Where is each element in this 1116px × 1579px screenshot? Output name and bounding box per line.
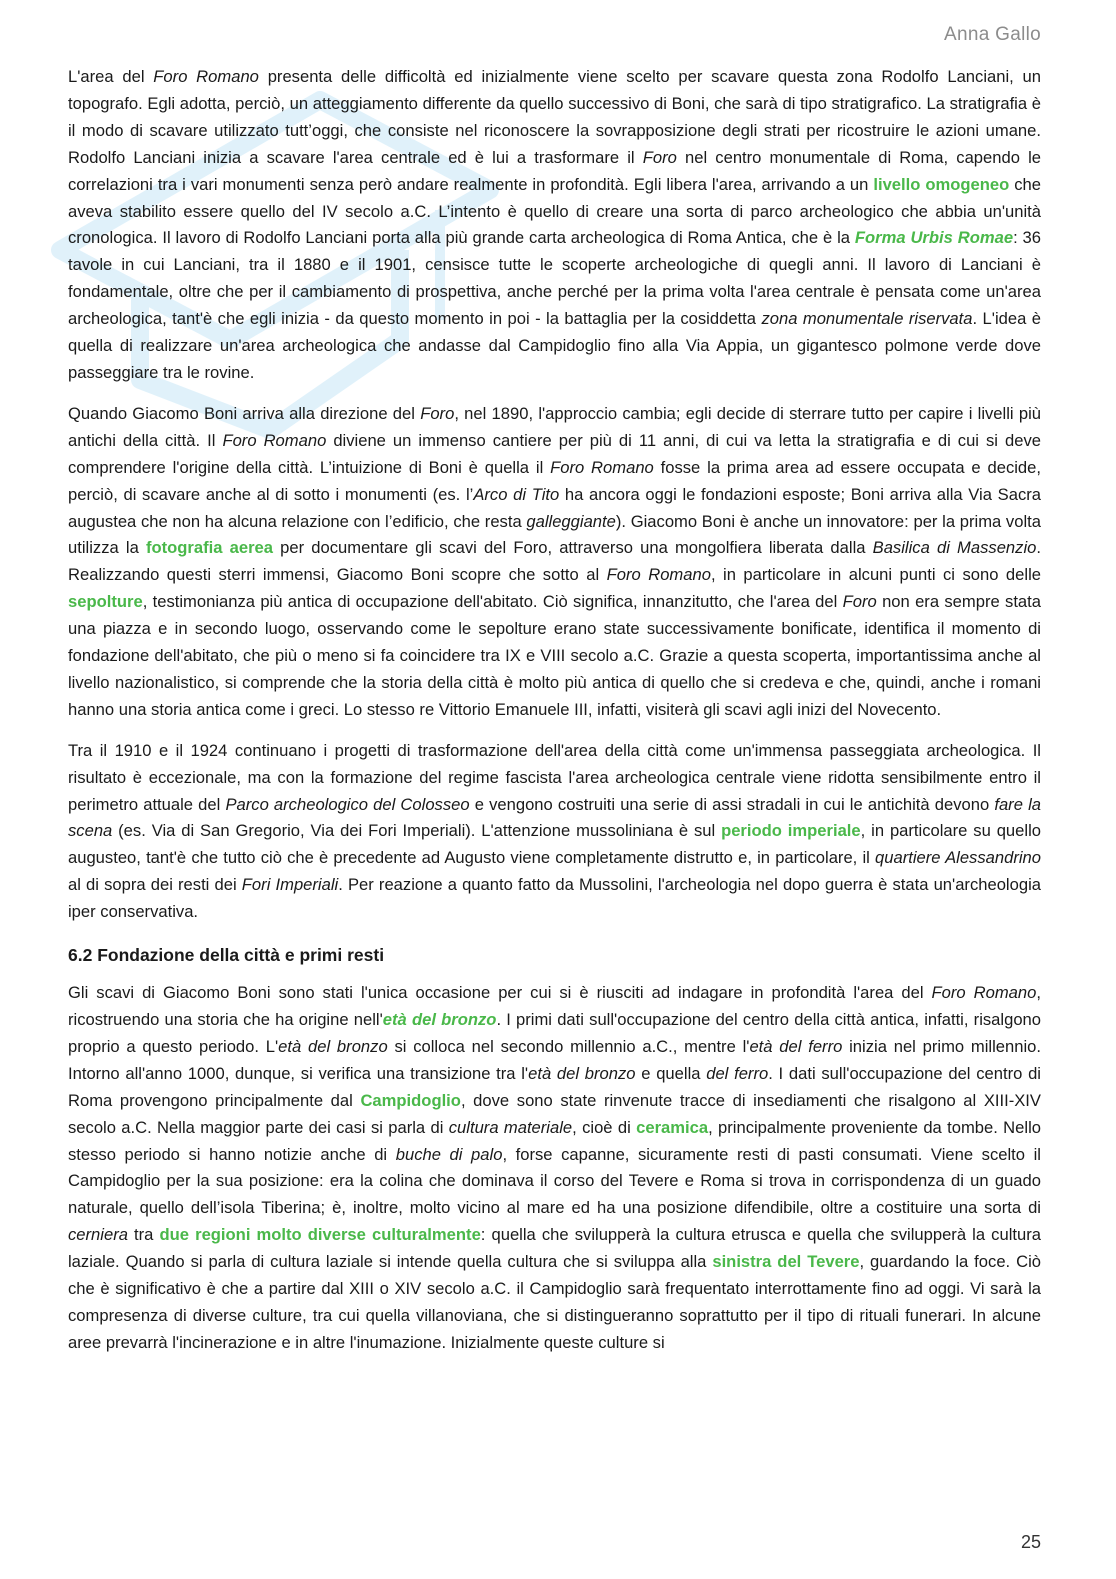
italic-text: Arco di Tito <box>473 484 560 504</box>
highlighted-term: sepolture <box>68 592 143 612</box>
text-run: diviene un immenso cantiere per più di 11 anni, di cui va letta la stratigrafia e di cui si deve comprendere l'origine della città. L’intuizione di Boni è quella il <box>68 430 1041 477</box>
italic-text: età del bronzo <box>278 1036 388 1056</box>
italic-text: Foro Romano <box>606 565 711 585</box>
text-run: Gli scavi di Giacomo Boni sono stati l'unica occasione per cui si è riusciti ad indagare in profondità l'area del <box>68 983 932 1003</box>
highlighted-term: età del bronzo <box>382 1010 497 1029</box>
document-body <box>68 64 1041 1371</box>
text-run: . I primi dati sull'occupazione del centro della città antica, infatti, risalgono proprio a questo periodo. L' <box>68 1010 1042 1056</box>
text-run: fosse la prima area ad essere occupata e decide, perciò, di scavare anche al di sotto i monumenti (es. l’ <box>68 457 1041 504</box>
paragraph <box>68 980 1041 1357</box>
paragraph <box>68 738 1041 926</box>
text-run: e quella <box>635 1063 707 1083</box>
text-run: al di sopra dei resti dei <box>68 875 242 895</box>
italic-text: galleggiante <box>526 511 616 531</box>
text-run: ha ancora oggi le fondazioni esposte; Boni arriva alla Via Sacra augustea che non ha alcuna relazione con l’edificio, che resta <box>68 484 1041 531</box>
italic-text: buche di palo <box>395 1144 503 1164</box>
italic-text: età del ferro <box>749 1036 843 1056</box>
paragraph <box>68 401 1041 724</box>
section-title: 6.2 Fondazione della città e primi resti <box>68 945 385 966</box>
paragraph <box>68 64 1041 387</box>
text-run: : quella che svilupperà la cultura etrusca e quella che svilupperà la cultura laziale. Quando si parla di cultura laziale si intende quella cultura che si sviluppa alla <box>68 1225 1041 1272</box>
highlighted-term: Forma Urbis Romae <box>854 228 1014 248</box>
page-header-author: Anna Gallo <box>943 24 1041 45</box>
highlighted-term: periodo imperiale <box>721 821 861 841</box>
text-run: , dove sono state rinvenute tracce di insediamenti che risalgono al XIII-XIV secolo a.C. Nella maggior parte dei casi si parla di <box>68 1090 1041 1137</box>
italic-text: cerniera <box>68 1225 128 1245</box>
text-run: ). Giacomo Boni è anche un innovatore: per la prima volta utilizza la <box>68 511 1041 558</box>
italic-text: del ferro <box>706 1063 769 1083</box>
text-run: . L'idea è quella di realizzare un'area archeologica che andasse dal Campidoglio fino alla Via Appia, un gigantesco polmone verde dove passeggiare tra le rovine. <box>68 309 1041 382</box>
text-run: , forse capanne, sicuramente resti di pasti consumati. Viene scelto il Campidoglio per la sua posizione: era la colina che dominava il corso del Tevere e Roma si trova in corrispondenza di un guado naturale, quello dell’isola Tiberina; è, inoltre, molto vicino al mare ed ha una posizione difendibile, oltre a costituire una sorta di <box>68 1144 1041 1218</box>
italic-text: Foro <box>642 147 677 167</box>
italic-text: Fori Imperiali <box>241 875 339 895</box>
text-run: nel centro monumentale di Roma, capendo le correlazioni tra i vari monumenti senza però andare realmente in profondità. Egli libera l'area, arrivando a un <box>68 147 1042 194</box>
text-run: Quando Giacomo Boni arriva alla direzione del <box>68 403 421 423</box>
text-run: e vengono costruiti una serie di assi stradali in cui le antichità devono <box>469 794 995 814</box>
page-number: 25 <box>1020 1532 1041 1552</box>
italic-text: Foro Romano <box>931 983 1037 1003</box>
text-run: che aveva stabilito essere quello del IV secolo a.C. L’intento è quello di creare una sorta di parco archeologico che abbia un'unità cronologica. Il lavoro di Rodolfo Lanciani porta alla più grande carta archeologica di Roma Antica, che è la <box>68 174 1041 248</box>
highlighted-term: livello omogeneo <box>873 174 1010 194</box>
text-run: . Realizzando questi sterri immensi, Giacomo Boni scopre che sotto al <box>68 538 1041 585</box>
italic-text: Parco archeologico del Colosseo <box>225 794 470 814</box>
italic-text: Foro Romano <box>222 430 327 450</box>
text-run: , principalmente proveniente da tombe. Nello stesso periodo si hanno notizie anche di <box>68 1117 1041 1164</box>
text-run: , nel 1890, l'approccio cambia; egli decide di sterrare tutto per capire i livelli più antichi della città. Il <box>68 403 1041 450</box>
text-run: (es. Via di San Gregorio, Via dei Fori Imperiali). L'attenzione mussoliniana è sul <box>112 821 722 841</box>
italic-text: cultura materiale <box>448 1117 573 1137</box>
text-run: si colloca nel secondo millennio a.C., mentre l' <box>387 1036 750 1056</box>
highlighted-term: Campidoglio <box>360 1090 461 1110</box>
text-run: , guardando la foce. Ciò che è significativo è che a partire dal XIII o XIV secolo a.C. il Campidoglio sarà frequentato interrottamente fino ad oggi. Vi sarà la compresenza di diverse culture, tra cui quella villanoviana, che si distingueranno soprattutto per il tipo di rituali funerari. In alcune aree prevarrà l'incinerazione e in altre l'inumazione. Inizialmente queste culture si <box>68 1252 1041 1352</box>
text-run: , cioè di <box>572 1117 637 1137</box>
italic-text: Foro Romano <box>153 67 259 86</box>
text-run: inizia nel primo millennio. Intorno all'anno 1000, dunque, si verifica una transizione tra l' <box>68 1036 1041 1083</box>
italic-text: Foro <box>420 403 455 423</box>
text-run: , testimonianza più antica di occupazione dell'abitato. Ciò significa, innanzitutto, che l'area del <box>142 592 843 612</box>
italic-text: fare la scena <box>68 794 1041 841</box>
text-run: . Per reazione a quanto fatto da Mussolini, l'archeologia nel dopo guerra è stata un'archeologia iper conservativa. <box>68 875 1041 922</box>
italic-text: Basilica di Massenzio <box>872 538 1037 558</box>
italic-text: Foro Romano <box>550 457 654 477</box>
text-run: presenta delle difficoltà ed inizialmente viene scelto per scavare questa zona Rodolfo Lanciani, un topografo. Egli adotta, perciò, un atteggiamento differente da quello successivo di Boni, che sarà di tipo stratigrafico. La stratigrafia è il modo di scavare utilizzato tutt’oggi, che consiste nel riconoscere la sovrapposizione degli strati per ricostruire le azioni umane. Rodolfo Lanciani inizia a scavare l'area centrale ed è lui a trasformare il <box>68 67 1041 167</box>
text-run: tra <box>127 1225 160 1245</box>
text-run: Tra il 1910 e il 1924 continuano i progetti di trasformazione dell'area della città come un'immensa passeggiata archeologica. Il risultato è eccezionale, ma con la formazione del regime fascista l'area archeologica centrale viene ridotta sensibilmente entro il perimetro attuale del <box>68 740 1041 814</box>
text-run: : 36 tavole in cui Lanciani, tra il 1880 e il 1901, censisce tutte le scoperte archeologiche di quegli anni. Il lavoro di Lanciani è fondamentale, oltre che per il cambiamento di prospettiva, anche perché per la prima volta l'area centrale è pensata come un'area archeologica, tant'è che egli inizia - da questo momento in poi - la battaglia per la cosiddetta <box>68 228 1041 329</box>
highlighted-term: sinistra del Tevere <box>712 1252 860 1272</box>
text-run: , in particolare in alcuni punti ci sono delle <box>710 565 1041 585</box>
text-run: . I dati sull'occupazione del centro di Roma provengono principalmente dal <box>68 1063 1041 1110</box>
italic-text: età del bronzo <box>528 1063 636 1083</box>
text-run: , ricostruendo una storia che ha origine nell' <box>68 983 1041 1029</box>
highlighted-term: due regioni molto diverse culturalmente <box>159 1225 481 1245</box>
italic-text: zona monumentale riservata <box>761 309 973 329</box>
text-run: L'area del <box>68 67 154 86</box>
text-run: non era sempre stata una piazza e in secondo luogo, osservando come le sepolture erano state successivamente bonificate, identifica il momento di fondazione dell'abitato, che più o meno si fa coincidere tra IX e VIII secolo a.C. Grazie a questa scoperta, importantissima anche al livello nazionalistico, si comprende che la storia della città è molto più antica di quello che si credeva e che, quindi, anche i romani hanno una storia antica come i greci. Lo stesso re Vittorio Emanuele III, infatti, visiterà gli scavi agli inizi del Novecento. <box>68 592 1041 719</box>
highlighted-term: ceramica <box>636 1117 709 1137</box>
text-run: per documentare gli scavi del Foro, attraverso una mongolfiera liberata dalla <box>273 538 873 558</box>
highlighted-term: fotografia aerea <box>145 538 273 558</box>
italic-text: quartiere Alessandrino <box>875 848 1041 868</box>
text-run: , in particolare su quello augusteo, tant'è che tutto ciò che è precedente ad Augusto viene completamente distrutto e, in particolare, il <box>68 821 1041 868</box>
italic-text: Foro <box>842 592 877 612</box>
